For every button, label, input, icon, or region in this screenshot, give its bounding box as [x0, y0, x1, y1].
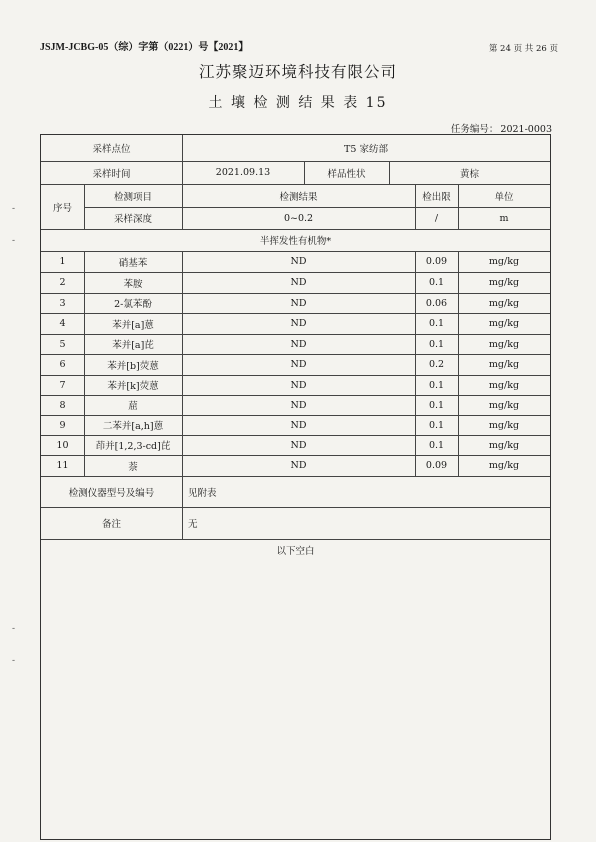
row-unit: mg/kg [488, 359, 520, 370]
row-number: 3 [59, 297, 66, 309]
row-item: 硝基苯 [118, 257, 148, 269]
row-limit: 0.2 [428, 359, 445, 370]
item-header: 检测项目 [113, 191, 152, 203]
blank-note: 以下空白 [276, 546, 315, 557]
row-item: 萘 [128, 461, 138, 473]
row-limit: 0.1 [428, 419, 445, 431]
unit-header: 单位 [494, 191, 514, 203]
sample-nature-value: 黄棕 [459, 168, 479, 180]
row-unit: mg/kg [488, 256, 520, 267]
row-limit: 0.09 [425, 460, 448, 471]
row-limit: 0.1 [428, 399, 445, 411]
row-unit: mg/kg [488, 318, 520, 329]
row-number: 4 [59, 318, 66, 329]
instrument-label: 检测仪器型号及编号 [68, 487, 155, 499]
row-result: ND [290, 359, 307, 370]
task-number [451, 121, 552, 135]
row-limit: 0.06 [425, 297, 448, 309]
sample-time-label: 采样时间 [92, 168, 131, 180]
row-number: 11 [56, 460, 69, 471]
sample-nature-label: 样品性状 [327, 168, 366, 180]
row-item: 苯并[b]荧蒽 [107, 360, 159, 372]
row-result: ND [290, 399, 307, 411]
row-limit: 0.09 [425, 256, 448, 267]
row-item: 苯并[a]芘 [112, 340, 154, 351]
section-title: 半挥发性有机物* [259, 236, 332, 247]
row-unit: mg/kg [488, 297, 520, 309]
report-title: 土 壤 检 测 结 果 表 15 [208, 95, 388, 111]
depth-label: 采样深度 [113, 214, 152, 225]
row-item: 苯并[a]蒽 [112, 319, 154, 331]
depth-value: 0~0.2 [283, 212, 314, 224]
row-result: ND [290, 256, 307, 267]
row-item: 二苯并[a,h]蒽 [102, 421, 164, 432]
row-result: ND [290, 439, 307, 451]
row-item: 苯并[k]荧蒽 [107, 381, 159, 392]
task-number-value: 2021-0003 [500, 124, 552, 135]
row-result: ND [290, 318, 307, 329]
row-number: 7 [59, 379, 66, 391]
row-result: ND [290, 460, 307, 471]
row-unit: mg/kg [488, 338, 520, 350]
row-number: 6 [59, 359, 66, 370]
row-unit: mg/kg [488, 277, 520, 288]
row-unit: mg/kg [488, 419, 520, 431]
limit-header: 检出限 [422, 191, 451, 203]
company-name: 江苏聚迈环境科技有限公司 [198, 63, 397, 81]
remark-value: 无 [188, 519, 198, 530]
depth-unit: m [499, 212, 509, 224]
row-unit: mg/kg [488, 379, 520, 391]
sample-time-value: 2021.09.13 [215, 167, 271, 178]
margin-mark: - [12, 656, 16, 666]
row-item: 2-氯苯酚 [114, 299, 152, 310]
remark-label: 备注 [101, 519, 121, 530]
row-item: 茚并[1,2,3-cd]芘 [95, 441, 171, 452]
row-result: ND [290, 277, 307, 288]
margin-mark: - [12, 236, 16, 246]
row-number: 5 [59, 338, 66, 350]
margin-mark: - [12, 624, 16, 634]
instrument-value: 见附表 [188, 487, 217, 499]
depth-limit: / [434, 212, 439, 224]
sample-point-label: 采样点位 [92, 144, 131, 155]
row-unit: mg/kg [488, 460, 520, 471]
sample-point-value: T5 家纺部 [344, 144, 388, 155]
row-number: 8 [59, 399, 66, 411]
row-number: 1 [59, 256, 66, 267]
row-number: 9 [59, 419, 66, 431]
row-result: ND [290, 297, 307, 309]
result-header: 检测结果 [279, 191, 318, 203]
row-item: 苯胺 [123, 278, 143, 290]
row-limit: 0.1 [428, 338, 445, 350]
task-number-label: 任务编号： [450, 124, 499, 135]
row-number: 10 [56, 439, 69, 451]
row-unit: mg/kg [488, 439, 520, 451]
row-result: ND [290, 419, 307, 431]
margin-mark: - [12, 204, 16, 214]
row-limit: 0.1 [428, 318, 445, 329]
row-result: ND [290, 338, 307, 350]
results-table [40, 134, 551, 840]
seq-header: 序号 [52, 202, 72, 214]
row-limit: 0.1 [428, 379, 445, 391]
row-limit: 0.1 [428, 439, 445, 451]
row-number: 2 [59, 277, 66, 288]
page-number: 第 24 页 共 26 页 [488, 44, 558, 54]
document-id: JSJM-JCBG-05（综）字第（0221）号【2021】 [40, 42, 249, 53]
row-item: 䓛 [128, 401, 138, 412]
row-result: ND [290, 379, 307, 391]
row-unit: mg/kg [488, 399, 520, 411]
row-limit: 0.1 [428, 277, 445, 288]
